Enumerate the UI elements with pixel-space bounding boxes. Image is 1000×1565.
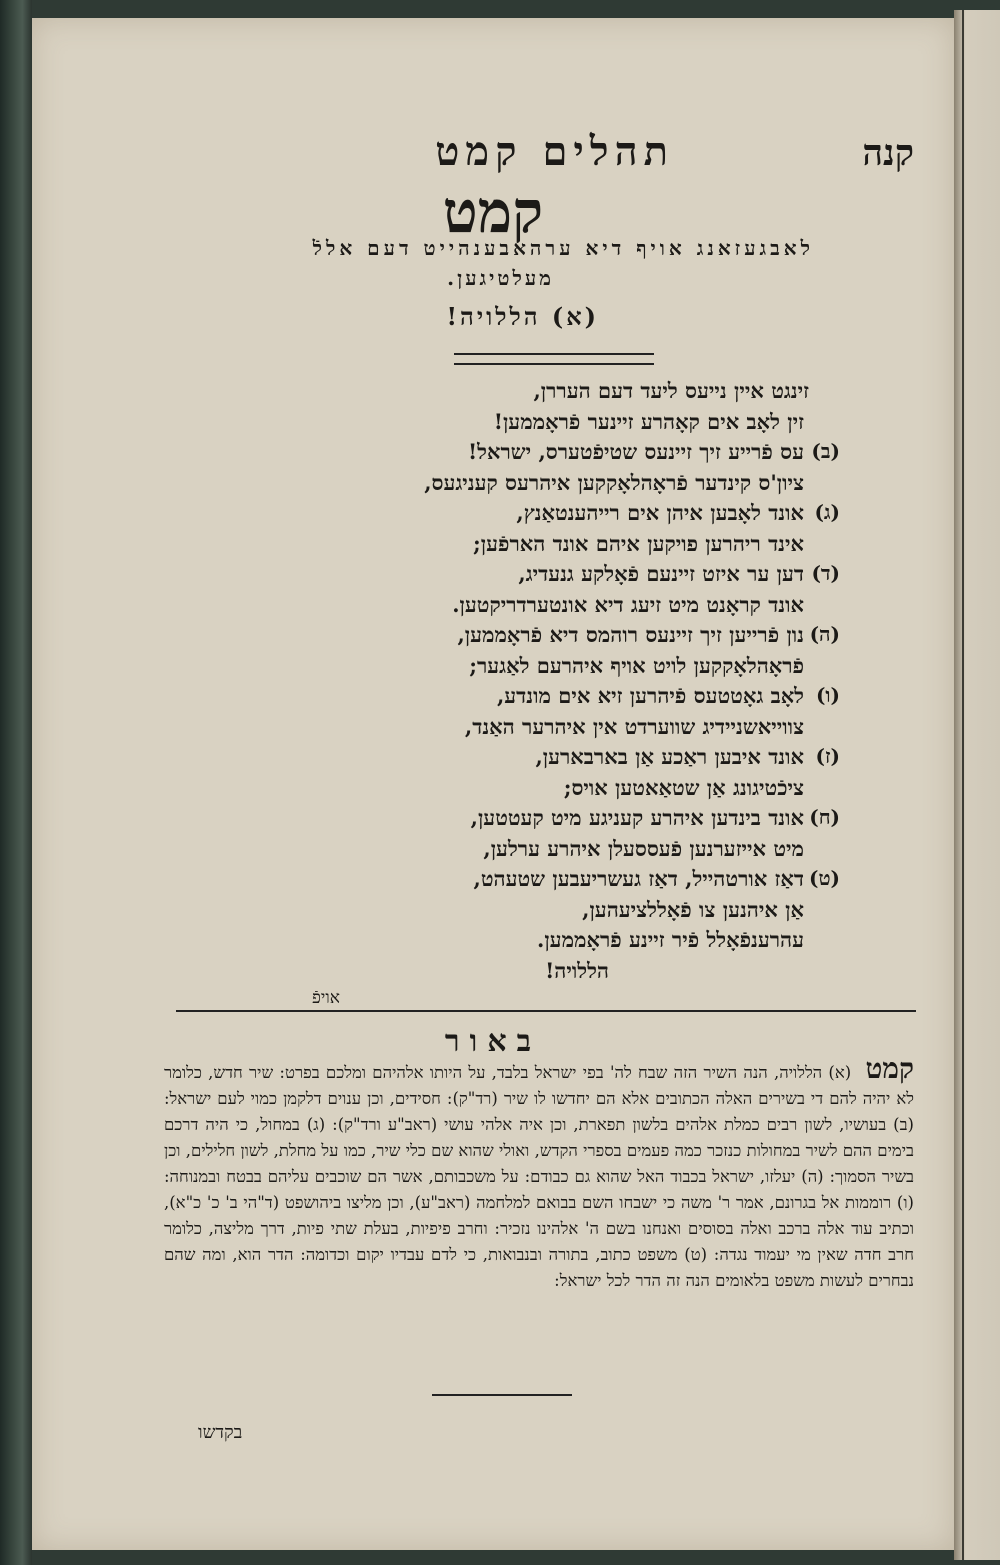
psalm-heading: (א) הללויה! (446, 302, 599, 331)
verse-line: אונד איבען ראַכע אַן בארבארען, (535, 744, 804, 769)
verse-line: אינד ריהרען פויקען איהם אונד הארפֿען; (473, 530, 804, 556)
verse-number: (ג) (814, 500, 840, 524)
book-binding (0, 0, 32, 1565)
catchword: אויפֿ (312, 988, 340, 1008)
commentary-text (164, 1052, 914, 1294)
verse-line: ציכֿטיגונג אַן שטאַאטען אויס; (563, 774, 804, 800)
verse-line: דאַז אורטהייל, דאַז געשריעבען שטעהט, (473, 866, 804, 891)
verse-line: לאָב גאָטטעס פֿיהרען זיא אים מונדע, (496, 683, 804, 708)
section-rule (176, 1010, 916, 1012)
psalm-number: קמט (442, 178, 544, 246)
verse-number: (ט) (808, 866, 840, 890)
verse-line: זינגט איין נייעס ליעד דעם העררן, (533, 378, 809, 403)
intro-line-1: לאבגעזאנג אויף דיא ערהאבענהייט דעם אללֿ (312, 236, 814, 260)
intro-line-2: מעלטיגען. (447, 266, 554, 290)
verse-number: (ז) (815, 744, 840, 768)
verse-number: (ו) (815, 683, 840, 707)
verse-line: אונד בינדען איהרע קעניגע מיט קעטטען, (470, 805, 804, 830)
verse-line: נון פֿרייען זיך זיינעס רוהמס דיא פֿראָממען, (457, 622, 804, 647)
facing-page-edge (954, 10, 1000, 1560)
verse-line: מיט אייזערנען פֿעססעלן איהרע ערלען, (483, 835, 804, 861)
book-page (32, 18, 954, 1550)
verse-line: ציון'ס קינדער פֿראָהלאָקקען איהרעס קעניגעס, (424, 469, 804, 495)
verse-line: אַן איהנען צו פֿאָללציעהען, (582, 896, 804, 922)
verse-line: עס פֿרייע זיך זיינעס שטיפֿטערס, ישראל! (467, 439, 804, 464)
commentary-body: (א) הללויה, הנה השיר הזה שבח לה' בפי ישראל בלבד, על היותו אלהיהם ומלכם בפרט: שיר חדש, כלומר לא יהיה להם די בשירים האלה הכתובים אלא הם יחדשו לו שיר (רד"ק): חסידים, וכן ענוים דלקמן כמוי לעם ישראל: (ב) בעושיו, לשון רבים כמלת אלהים בלשון תפארת, וכן איה אלהי עושי (ראב"ע ורד"ק): (ג) במחול, כי היה דרכם בימים ההם לשיר במחולות כנזכר כמה פעמים בספרי הקדש, ואולי שהוא שם כלי שיר, כמו על מחלת, לשון חלילים, וכן בשיר הסמוך: (ה) יעלזו, ישראל בכבוד האל שהוא גם כבודם: על משכבותם, אשר הם שוכבים עליהם בבטח ובמנוחה: (ו) רוממות אל בגרונם, אמר ר' משה כי ישבחו השם בבואם למלחמה (ראב"ע), וכן מליצו ביהושפט (ד"הי ב' כ' כ"א), וכתיב עוד אלה ברכב ואלה בסוסים ואנחנו בשם ה' אלהינו נזכיר: וחרב פיפיות, בעלת שתי פיות, דרך מליצה, כלומר חרב חדה שאין מי יעמוד נגדה: (ט) משפט כתוב, בתורה ובנבואות, כי לדם עבדיו יקום וכדומה: הדר הוא, ומה שהם נבחרים לעשות משפט בלאומים הנה זה הדר לכל ישראל: (164, 1063, 914, 1290)
verse-number: (ה) (809, 622, 840, 646)
verse-line: אונד לאָבען איהן אים רייהענטאַנץ, (516, 500, 804, 525)
verse-number: (ח) (809, 805, 840, 829)
verse-line: אונד קראָנט מיט זיעג דיא אונטערדריקטען. (452, 591, 804, 617)
verse-number: (ב) (811, 439, 840, 463)
verse-line: זין לאָב אים קאָהרע זיינער פֿראָממען! (493, 408, 804, 434)
verse-line: דען ער איזט זיינעם פֿאָלקע גנעדיג, (518, 561, 804, 586)
commentary-lead-word: קמט (865, 1052, 914, 1085)
verse-number: (ד) (811, 561, 840, 585)
running-title: תהלים קמט (435, 128, 674, 175)
footer-catchword: בקדשו (198, 1422, 243, 1443)
verse-line: עהרענפֿאָלל פֿיר זיינע פֿראָממען. (537, 927, 804, 952)
commentary-title: באור (444, 1024, 542, 1059)
double-rule (454, 353, 654, 365)
closing-rule (432, 1394, 572, 1396)
verse-line: הללויה! (545, 957, 609, 983)
verse-line: פֿראָהלאָקקען לויט אויף איהרעם לאַגער; (469, 652, 804, 678)
verse-line: צווייאשניידיג שווערדט אין איהרער האַנד, (464, 713, 804, 739)
page-number: קנה (862, 132, 914, 174)
